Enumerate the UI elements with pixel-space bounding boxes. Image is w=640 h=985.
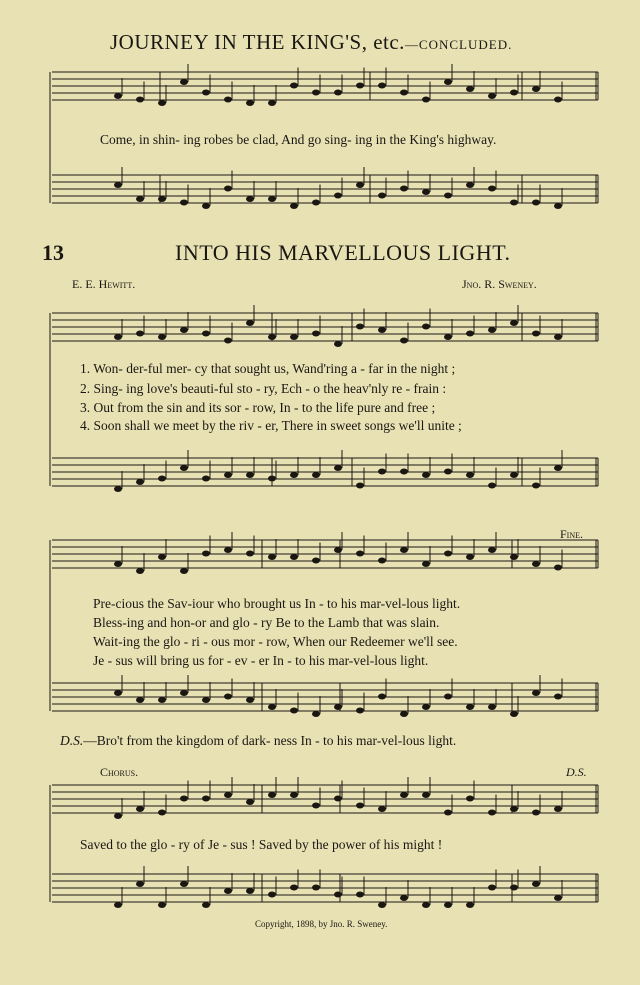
note-head — [246, 472, 254, 478]
note-head — [158, 476, 166, 482]
fine-label: Fine. — [560, 527, 584, 541]
note-head — [400, 547, 408, 553]
note-head — [356, 483, 364, 489]
note-head — [290, 83, 298, 89]
note-head — [488, 93, 496, 99]
note-head — [224, 97, 232, 103]
refrain-line-2: Bless-ing and hon-or and glo - ry Be to the Lamb that was slain. — [93, 615, 440, 630]
note-head — [224, 472, 232, 478]
note-head — [532, 881, 540, 887]
note-head — [158, 334, 166, 340]
note-head — [488, 885, 496, 891]
note-head — [334, 796, 342, 802]
note-head — [246, 196, 254, 202]
note-head — [422, 704, 430, 710]
note-head — [400, 469, 408, 475]
note-head — [422, 97, 430, 103]
note-head — [356, 892, 364, 898]
author: E. E. Hewitt. — [72, 277, 136, 291]
note-head — [378, 694, 386, 700]
note-head — [356, 182, 364, 188]
note-head — [466, 554, 474, 560]
note-head — [444, 334, 452, 340]
note-head — [136, 97, 144, 103]
note-head — [444, 79, 452, 85]
note-head — [290, 708, 298, 714]
note-head — [532, 200, 540, 206]
note-head — [202, 902, 210, 908]
note-head — [532, 690, 540, 696]
note-head — [136, 331, 144, 337]
note-head — [290, 885, 298, 891]
note-head — [532, 810, 540, 816]
note-head — [334, 704, 342, 710]
note-head — [554, 694, 562, 700]
note-head — [356, 551, 364, 557]
note-head — [532, 483, 540, 489]
note-head — [312, 472, 320, 478]
note-head — [114, 813, 122, 819]
verse-3: 3. Out from the sin and its sor - row, In - to the life pure and free ; — [80, 400, 436, 415]
note-head — [290, 554, 298, 560]
note-head — [510, 554, 518, 560]
note-head — [246, 320, 254, 326]
note-head — [422, 324, 430, 330]
note-head — [202, 203, 210, 209]
note-head — [444, 193, 452, 199]
note-head — [466, 331, 474, 337]
note-head — [246, 100, 254, 106]
note-head — [224, 338, 232, 344]
note-head — [488, 327, 496, 333]
note-head — [466, 902, 474, 908]
note-head — [180, 79, 188, 85]
note-head — [554, 97, 562, 103]
note-head — [378, 558, 386, 564]
note-head — [312, 90, 320, 96]
note-head — [554, 895, 562, 901]
note-head — [356, 83, 364, 89]
note-head — [246, 888, 254, 894]
note-head — [334, 341, 342, 347]
note-head — [488, 704, 496, 710]
note-head — [114, 690, 122, 696]
note-head — [554, 334, 562, 340]
note-head — [334, 547, 342, 553]
note-head — [158, 697, 166, 703]
note-head — [268, 792, 276, 798]
note-head — [312, 331, 320, 337]
note-head — [400, 90, 408, 96]
note-head — [268, 554, 276, 560]
note-head — [422, 472, 430, 478]
note-head — [180, 568, 188, 574]
note-head — [268, 476, 276, 482]
note-head — [114, 334, 122, 340]
note-head — [246, 697, 254, 703]
note-head — [466, 182, 474, 188]
note-head — [444, 810, 452, 816]
chorus-lyric: Saved to the glo - ry of Je - sus ! Saved by the power of his might ! — [80, 837, 443, 852]
note-head — [268, 704, 276, 710]
note-head — [510, 90, 518, 96]
note-head — [554, 565, 562, 571]
verse-4: 4. Soon shall we meet by the riv - er, There in sweet songs we'll unite ; — [80, 418, 462, 433]
note-head — [202, 476, 210, 482]
note-head — [180, 465, 188, 471]
verse-1: 1. Won- der-ful mer- cy that sought us, Wand'ring a - far in the night ; — [80, 361, 456, 376]
note-head — [334, 465, 342, 471]
note-head — [224, 186, 232, 192]
note-head — [158, 196, 166, 202]
note-head — [444, 694, 452, 700]
note-head — [224, 792, 232, 798]
note-head — [268, 334, 276, 340]
note-head — [136, 881, 144, 887]
note-head — [554, 806, 562, 812]
composer: Jno. R. Sweney. — [462, 277, 537, 291]
page-title: JOURNEY IN THE KING'S, etc.—CONCLUDED. — [110, 30, 513, 54]
note-head — [224, 888, 232, 894]
note-head — [422, 189, 430, 195]
note-head — [202, 551, 210, 557]
note-head — [378, 193, 386, 199]
note-head — [158, 902, 166, 908]
note-head — [356, 803, 364, 809]
note-head — [488, 547, 496, 553]
ds-line: D.S.—Bro't from the kingdom of dark- ness In - to his mar-vel-lous light. — [60, 733, 457, 748]
note-head — [532, 561, 540, 567]
note-head — [510, 885, 518, 891]
note-head — [378, 327, 386, 333]
note-head — [136, 196, 144, 202]
note-head — [554, 465, 562, 471]
note-head — [400, 186, 408, 192]
note-head — [180, 881, 188, 887]
note-head — [136, 568, 144, 574]
note-head — [180, 327, 188, 333]
note-head — [202, 331, 210, 337]
verse-2: 2. Sing- ing love's beauti-ful sto - ry, Ech - o the heav'nly re - frain : — [80, 381, 447, 396]
note-head — [290, 472, 298, 478]
note-head — [268, 892, 276, 898]
note-head — [114, 182, 122, 188]
note-head — [312, 558, 320, 564]
top-lyric: Come, in shin- ing robes be clad, And go sing- ing in the King's highway. — [100, 132, 497, 147]
note-head — [400, 792, 408, 798]
note-head — [202, 90, 210, 96]
note-head — [224, 547, 232, 553]
note-head — [554, 203, 562, 209]
note-head — [510, 200, 518, 206]
note-head — [466, 86, 474, 92]
note-head — [400, 895, 408, 901]
note-head — [444, 551, 452, 557]
note-head — [510, 320, 518, 326]
note-head — [290, 792, 298, 798]
hymn-number: 13 — [42, 240, 64, 265]
chorus-ds-label: D.S. — [566, 765, 587, 779]
hymn-title: INTO HIS MARVELLOUS LIGHT. — [175, 240, 511, 265]
note-head — [136, 479, 144, 485]
note-head — [422, 792, 430, 798]
refrain-line-3: Wait-ing the glo - ri - ous mor - row, When our Redeemer we'll see. — [93, 634, 458, 649]
note-head — [378, 806, 386, 812]
note-head — [400, 711, 408, 717]
note-head — [268, 196, 276, 202]
note-head — [224, 694, 232, 700]
note-head — [312, 803, 320, 809]
note-head — [400, 338, 408, 344]
note-head — [356, 324, 364, 330]
note-head — [532, 86, 540, 92]
copyright: Copyright, 1898, by Jno. R. Sweney. — [255, 919, 388, 929]
note-head — [290, 334, 298, 340]
note-head — [136, 806, 144, 812]
note-head — [378, 902, 386, 908]
note-head — [510, 472, 518, 478]
note-head — [136, 697, 144, 703]
note-head — [334, 193, 342, 199]
note-head — [268, 100, 276, 106]
refrain-line-1: Pre-cious the Sav-iour who brought us In - to his mar-vel-lous light. — [93, 596, 461, 611]
note-head — [334, 90, 342, 96]
note-head — [356, 708, 364, 714]
note-head — [114, 902, 122, 908]
note-head — [312, 200, 320, 206]
note-head — [114, 93, 122, 99]
note-head — [246, 551, 254, 557]
chorus-label: Chorus. — [100, 765, 139, 779]
note-head — [510, 711, 518, 717]
note-head — [202, 796, 210, 802]
note-head — [378, 83, 386, 89]
note-head — [158, 810, 166, 816]
note-head — [158, 100, 166, 106]
note-head — [444, 469, 452, 475]
note-head — [466, 796, 474, 802]
note-head — [444, 902, 452, 908]
note-head — [466, 704, 474, 710]
note-head — [114, 561, 122, 567]
refrain-line-4: Je - sus will bring us for - ev - er In - to his mar-vel-lous light. — [93, 653, 429, 668]
note-head — [180, 690, 188, 696]
note-head — [422, 561, 430, 567]
note-head — [246, 799, 254, 805]
note-head — [312, 885, 320, 891]
note-head — [422, 902, 430, 908]
note-head — [488, 186, 496, 192]
note-head — [510, 806, 518, 812]
note-head — [532, 331, 540, 337]
note-head — [378, 469, 386, 475]
note-head — [466, 472, 474, 478]
note-head — [488, 483, 496, 489]
note-head — [290, 203, 298, 209]
note-head — [334, 892, 342, 898]
note-head — [158, 554, 166, 560]
note-head — [202, 697, 210, 703]
note-head — [312, 711, 320, 717]
note-head — [180, 200, 188, 206]
note-head — [114, 486, 122, 492]
note-head — [180, 796, 188, 802]
note-head — [488, 810, 496, 816]
